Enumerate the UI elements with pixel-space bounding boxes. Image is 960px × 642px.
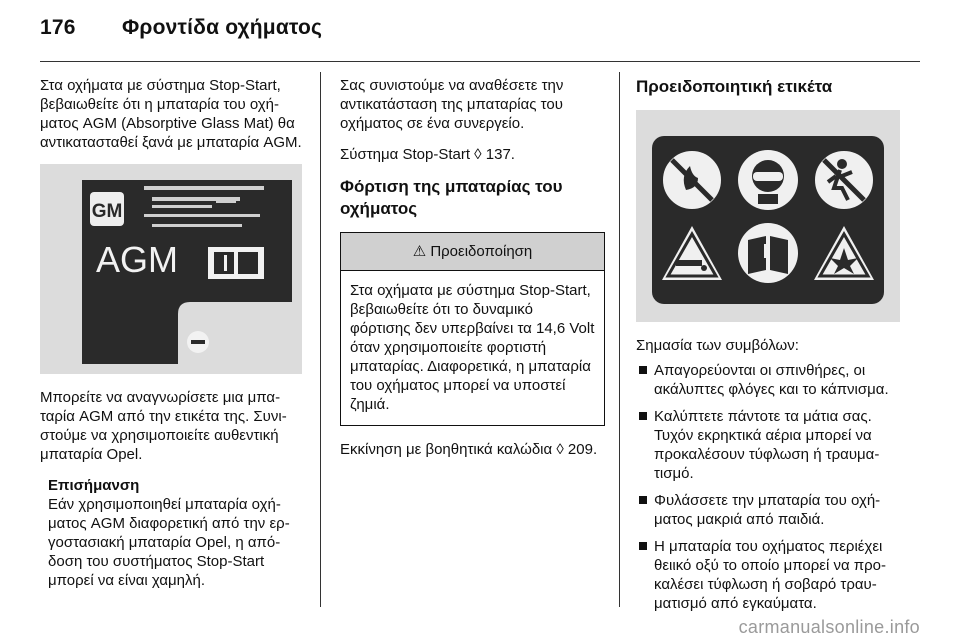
symbols-intro: Σημασία των συμβόλων: [636,337,799,354]
identify-paragraph: Μπορείτε να αναγνωρίσετε μια μπαταρία AGM από την ετικέτα της. Συνιστούμε να χρησιμοποιείτε αυθεντική μπαταρία Opel. [40,389,287,463]
list-item: Η μπαταρία του οχήματος περιέχει θειικό οξύ το οποίο μπορεί να προκαλέσει τύφλωση ή σοβαρό τραυματισμό από εγκαύματα. [636,537,904,613]
page-header [40,16,322,40]
note-title: Επισήμανση [48,477,140,494]
agm-intro-paragraph: Στα οχήματα με σύστημα Stop-Start, βεβαιωθείτε ότι η μπαταρία του οχήματος AGM (Absorptive Glass Mat) θα αντικατασταθεί ξανά με μπαταρία AGM. [40,77,302,151]
charging-heading: Φόρτιση της μπαταρίας του οχήματος [340,177,563,218]
bullet-icon [639,496,647,504]
workshop-paragraph: Σας συνιστούμε να αναθέσετε την αντικατάσταση της μπαταρίας του οχήματος σε ένα συνεργείο. [340,77,564,132]
header-rule [40,61,920,62]
eye-protection-icon [738,150,798,210]
column-3 [636,76,904,621]
list-item: Απαγορεύονται οι σπινθήρες, οι ακάλυπτες φλόγες και το κάπνισμα. [636,361,904,399]
agm-label-text: AGM [96,239,179,280]
agm-label-illustration [40,164,302,374]
warning-label-figure [636,110,900,322]
warning-box [340,232,605,426]
warning-symbols-illustration [636,110,900,322]
note-block [40,476,305,590]
jump-start-reference: Εκκίνηση με βοηθητικά καλώδια ◊ 209. [340,441,598,458]
note-text: Εάν χρησιμοποιηθεί μπαταρία οχήματος AGM διαφορετική από την εργοστασιακή μπαταρία Opel, η απόδοση του συστήματος Stop-Start μπορεί να είναι χαμηλή. [48,496,290,589]
list-item: Καλύπτετε πάντοτε τα μάτια σας. Τυχόν εκρηκτικά αέρια μπορεί να προκαλέσουν τύφλωση ή τραυματισμό. [636,407,904,483]
no-flame-icon [662,150,722,210]
bullet-icon [639,412,647,420]
column-divider-2 [619,72,620,607]
gm-logo-text: GM [91,201,123,222]
page-title: Φροντίδα οχήματος [122,16,323,39]
column-1 [40,76,305,590]
agm-label-figure [40,164,302,374]
warning-label-heading: Προειδοποιητική ετικέτα [636,77,833,96]
bullet-icon [639,542,647,550]
watermark: carmanualsonline.info [738,617,920,637]
keep-from-children-icon [814,150,874,210]
column-2 [340,76,605,471]
manual-book-icon [738,223,798,283]
stop-start-reference: Σύστημα Stop-Start ◊ 137. [340,146,515,163]
list-item: Φυλάσσετε την μπαταρία του οχήματος μακριά από παιδιά. [636,491,904,529]
warning-text: Στα οχήματα με σύστημα Stop-Start, βεβαιωθείτε ότι το δυναμικό φόρτισης δεν υπερβαίνει τα 14,6 Volt όταν χρησιμοποιείτε φορτιστή μπαταρίας. Διαφορετικά, η μπαταρία του οχήματος μπορεί να υποστεί ζημιά. [350,282,595,413]
page-number: 176 [40,16,76,39]
column-divider-1 [320,72,321,607]
warning-title: ⚠ Προειδοποίηση [341,233,604,271]
symbols-list [636,361,904,613]
bullet-icon [639,366,647,374]
